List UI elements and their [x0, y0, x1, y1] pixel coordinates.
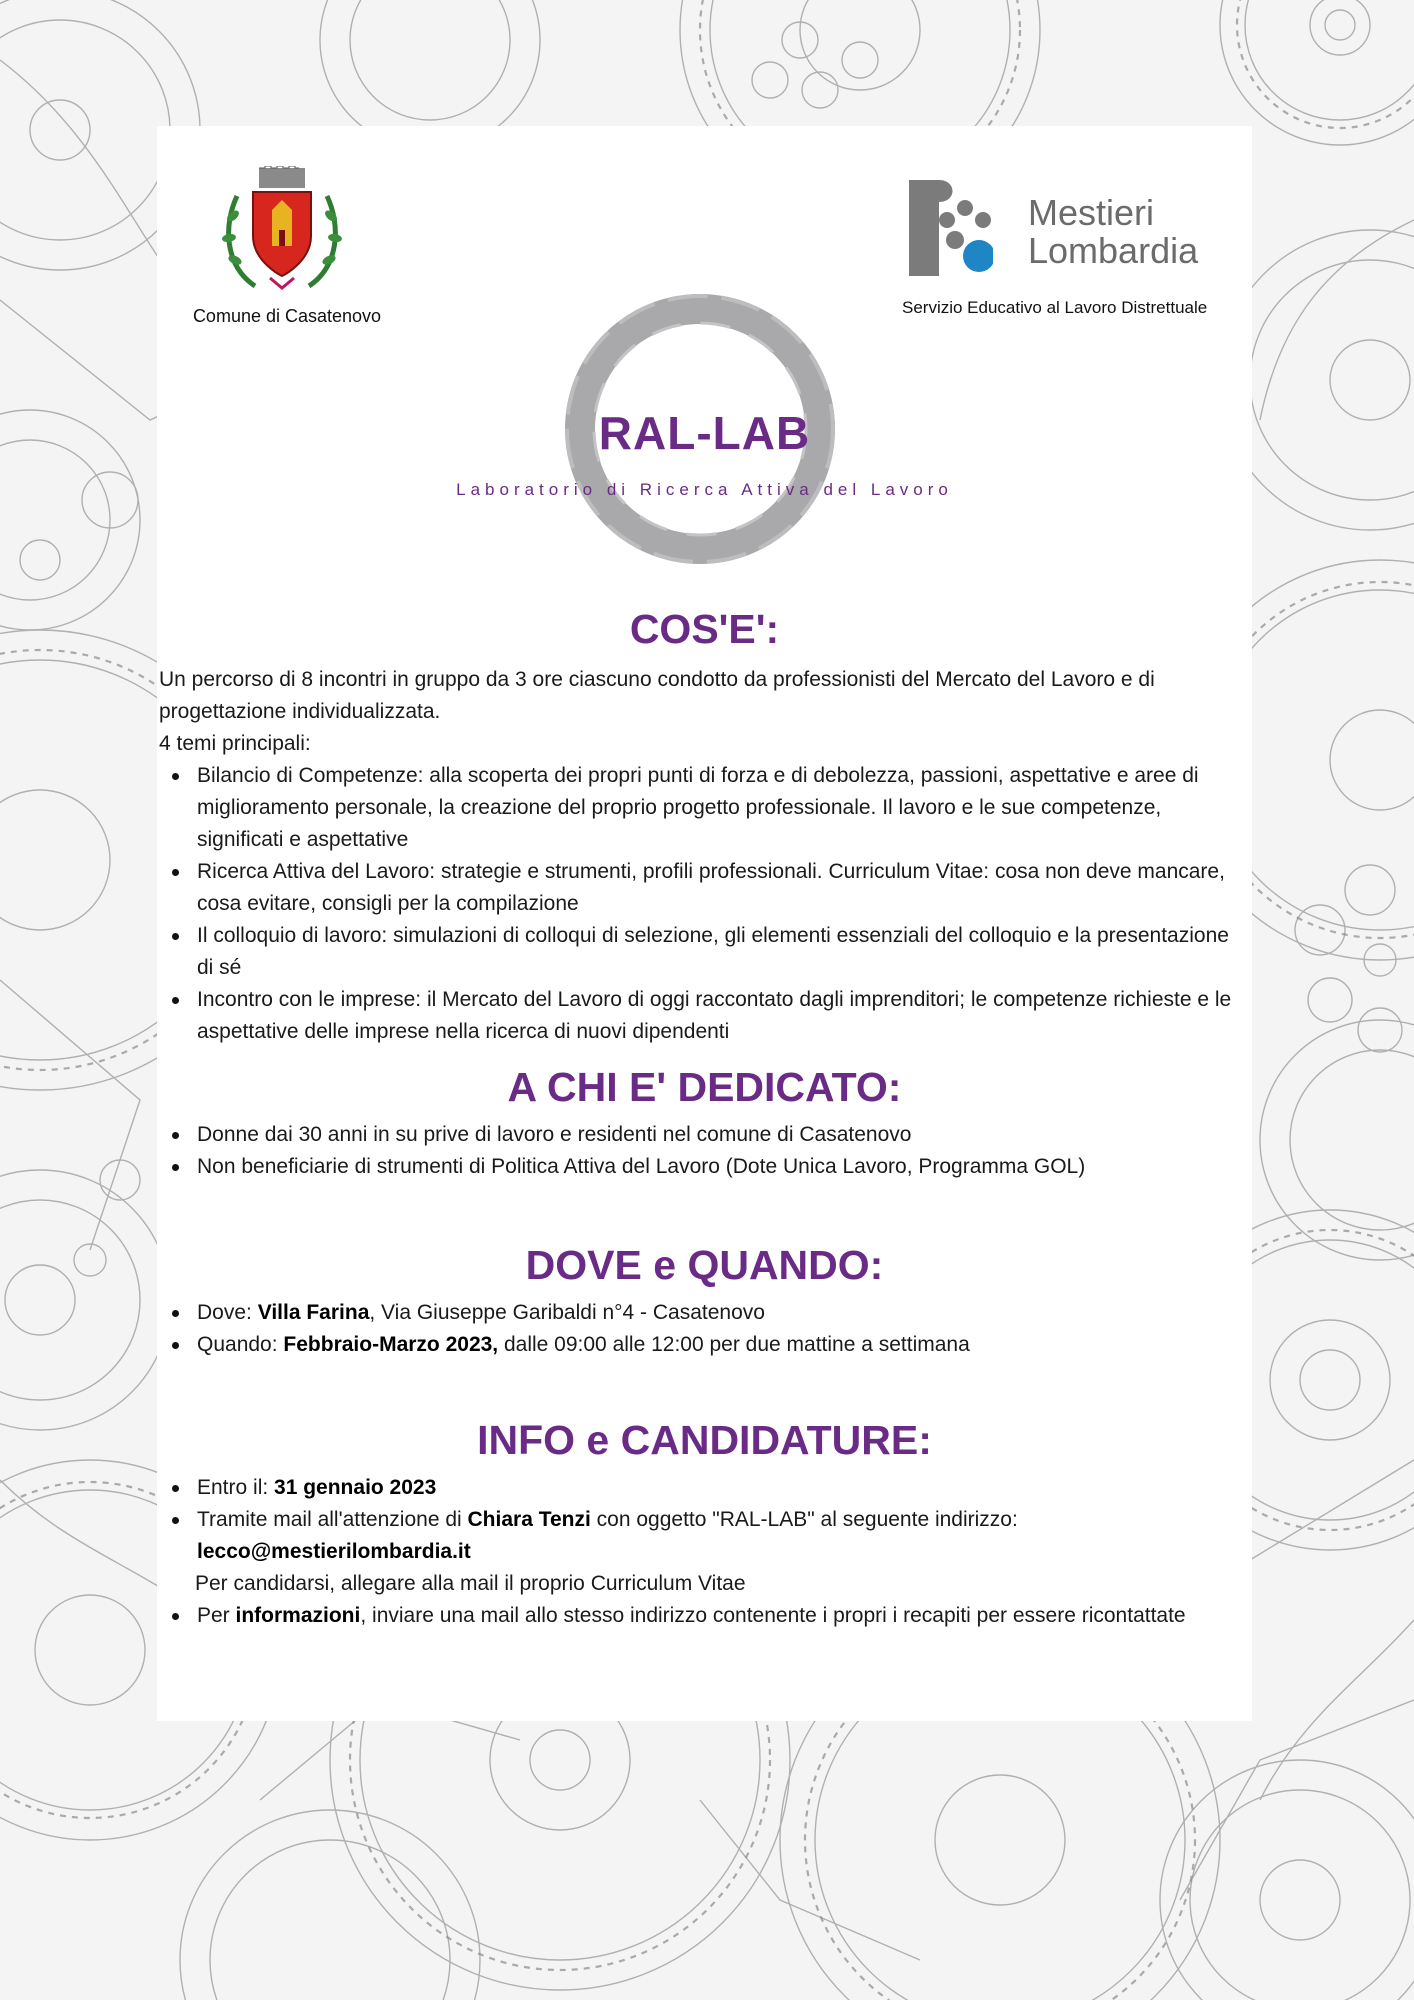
dove-label: Dove: — [197, 1301, 258, 1324]
mail-person: Chiara Tenzi — [467, 1508, 591, 1531]
hero-subtitle: Laboratorio di Ricerca Attiva del Lavoro — [456, 480, 953, 499]
list-item: Il colloquio di lavoro: simulazioni di colloqui di selezione, gli elementi essenziali del colloquio e la presentazione di sé — [197, 920, 1249, 984]
section-cose-body — [159, 664, 1249, 1048]
mail-post: con oggetto "RAL-LAB" al seguente indirizzo: — [590, 1508, 1018, 1531]
dove-list — [159, 1297, 1249, 1361]
info-list — [159, 1472, 1249, 1568]
section-title-dove: DOVE e QUANDO: — [525, 1242, 884, 1288]
info-post: , inviare una mail allo stesso indirizzo contenente i propri i recapiti per essere ricontattate — [360, 1604, 1186, 1627]
cose-topic-list — [159, 760, 1249, 1048]
section-chi-body — [159, 1119, 1249, 1183]
cv-note: Per candidarsi, allegare alla mail il proprio Curriculum Vitae — [195, 1572, 746, 1595]
section-title-info: INFO e CANDIDATURE: — [477, 1417, 932, 1463]
info-bold: informazioni — [235, 1604, 361, 1627]
quando-detail: dalle 09:00 alle 12:00 per due mattine a settimana — [498, 1333, 970, 1356]
list-item: Donne dai 30 anni in su prive di lavoro e residenti nel comune di Casatenovo — [197, 1119, 1249, 1151]
list-item-mail — [197, 1504, 1249, 1568]
section-title-chi: A CHI E' DEDICATO: — [507, 1064, 902, 1110]
cose-intro: Un percorso di 8 incontri in gruppo da 3 ore ciascuno condotto da professionisti del Mercato del Lavoro e di progettazione individualizzata. — [159, 668, 1155, 723]
list-item: Incontro con le imprese: il Mercato del Lavoro di oggi raccontato dagli imprenditori; le competenze richieste e le aspettative delle imprese nella ricerca di nuovi dipendenti — [197, 984, 1249, 1048]
cose-lead: 4 temi principali: — [159, 732, 311, 755]
entro-label: Entro il: — [197, 1476, 275, 1499]
chi-list — [159, 1119, 1249, 1183]
list-item-quando — [197, 1329, 1249, 1361]
dove-place: Villa Farina — [257, 1301, 370, 1324]
partner-caption: Servizio Educativo al Lavoro Distrettuale — [902, 298, 1208, 317]
comune-caption: Comune di Casatenovo — [192, 306, 382, 326]
dove-address: , Via Giuseppe Garibaldi n°4 - Casatenovo — [369, 1301, 765, 1324]
list-item-info — [197, 1600, 1249, 1632]
section-dove-body — [159, 1297, 1249, 1361]
flyer-panel — [157, 126, 1252, 1721]
section-info-body — [159, 1472, 1249, 1632]
hero-title: RAL-LAB — [598, 407, 811, 459]
info-pre: Per — [197, 1604, 236, 1627]
mestieri-lombardia-logo-icon — [909, 180, 993, 276]
quando-period: Febbraio-Marzo 2023, — [283, 1333, 499, 1356]
info-list-2 — [159, 1600, 1249, 1632]
mail-pre: Tramite mail all'attenzione di — [197, 1508, 468, 1531]
section-title-cose: COS'E': — [629, 606, 780, 652]
list-item-dove — [197, 1297, 1249, 1329]
partner-name-line1: Mestieri — [1028, 192, 1155, 233]
quando-label: Quando: — [197, 1333, 284, 1356]
email-link[interactable]: lecco@mestierilombardia.it — [197, 1540, 471, 1563]
partner-name-line2: Lombardia — [1028, 230, 1199, 271]
partner-name — [1028, 194, 1198, 270]
comune-crest-icon — [215, 166, 349, 296]
list-item: Ricerca Attiva del Lavoro: strategie e strumenti, profili professionali. Curriculum Vitae: cosa non deve mancare, cosa evitare, consigli per la compilazione — [197, 856, 1249, 920]
list-item: Non beneficiarie di strumenti di Politica Attiva del Lavoro (Dote Unica Lavoro, Programma GOL) — [197, 1151, 1249, 1183]
list-item-entro — [197, 1472, 1249, 1504]
list-item: Bilancio di Competenze: alla scoperta dei propri punti di forza e di debolezza, passioni, aspettative e aree di miglioramento personale, la creazione del proprio progetto professionale. Il lavoro e le sue competenze, significati e aspettative — [197, 760, 1249, 856]
entro-date: 31 gennaio 2023 — [274, 1476, 437, 1499]
